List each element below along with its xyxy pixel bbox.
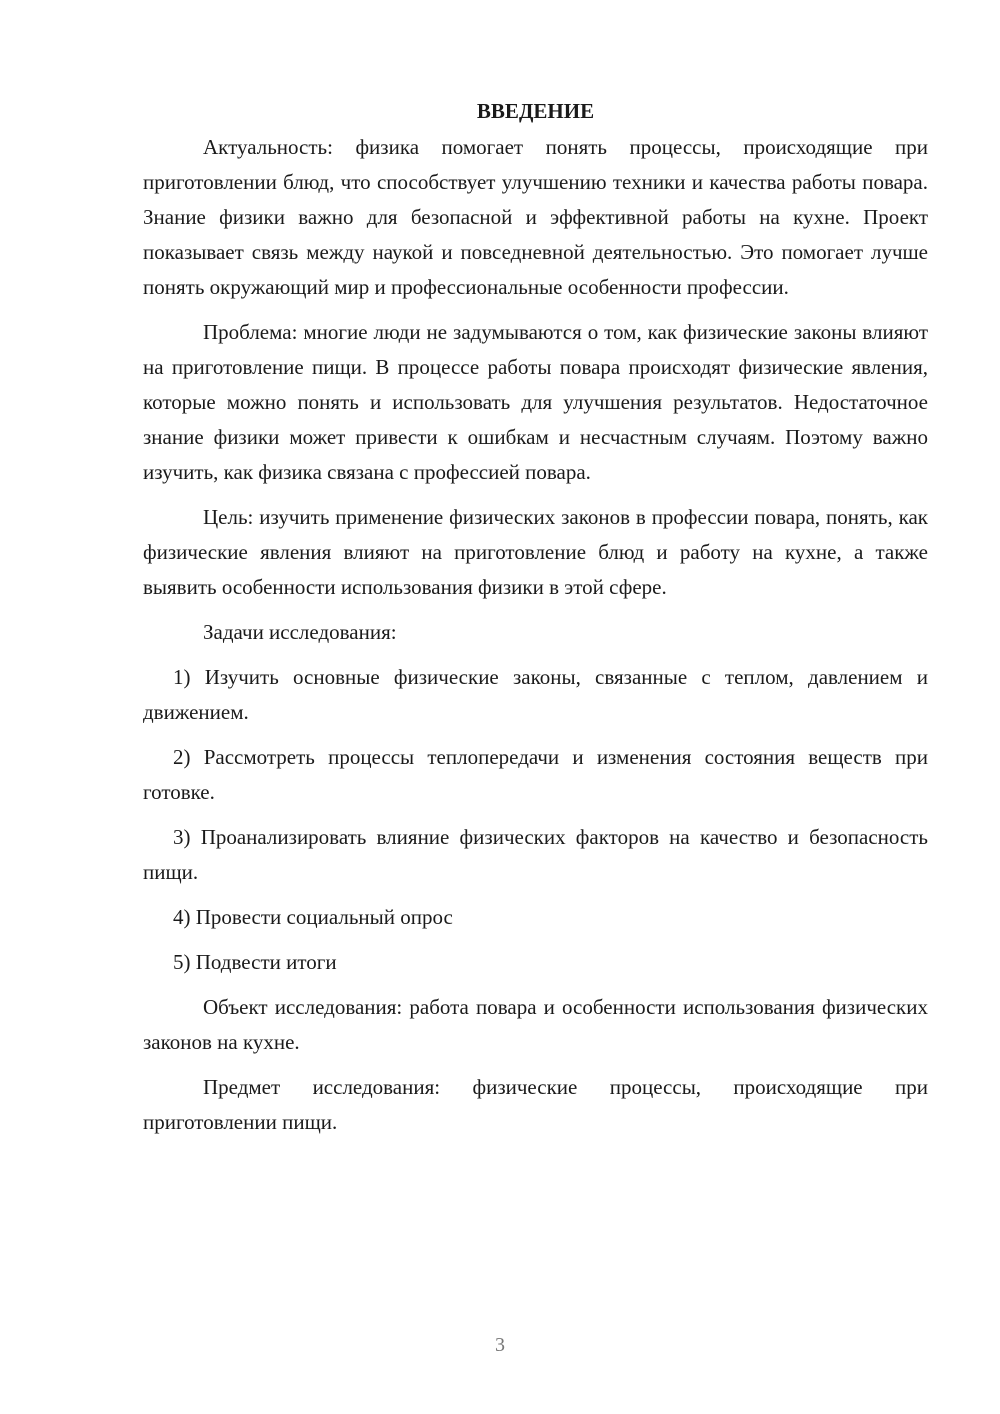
task-item: 1) Изучить основные физические законы, связанные с теплом, давлением и движением. xyxy=(143,665,928,724)
document-page xyxy=(143,96,928,1150)
problem-paragraph: Проблема: многие люди не задумываются о том, как физические законы влияют на приготовление пищи. В процессе работы повара происходят физические явления, которые можно понять и использовать для улучшения результатов. Недостаточное знание физики может привести к ошибкам и несчастным случаям. Поэтому важно изучить, как физика связана с профессией повара. xyxy=(143,320,928,484)
object-paragraph: Объект исследования: работа повара и особенности использования физических законов на кухне. xyxy=(143,995,928,1054)
section-title: ВВЕДЕНИЕ xyxy=(476,99,595,123)
task-item: 4) Провести социальный опрос xyxy=(173,905,453,929)
goal-paragraph: Цель: изучить применение физических законов в профессии повара, понять, как физические явления влияют на приготовление блюд и работу на кухне, а также выявить особенности использования физики в этой сфере. xyxy=(143,505,928,599)
task-item: 5) Подвести итоги xyxy=(173,950,337,974)
relevance-paragraph: Актуальность: физика помогает понять процессы, происходящие при приготовлении блюд, что способствует улучшению техники и качества работы повара. Знание физики важно для безопасной и эффективной работы на кухне. Проект показывает связь между наукой и повседневной деятельностью. Это помогает лучше понять окружающий мир и профессиональные особенности профессии. xyxy=(143,135,928,299)
tasks-heading: Задачи исследования: xyxy=(203,620,397,644)
tasks-list xyxy=(143,660,928,980)
task-item: 2) Рассмотреть процессы теплопередачи и изменения состояния веществ при готовке. xyxy=(143,745,928,804)
subject-paragraph: Предмет исследования: физические процессы, происходящие при приготовлении пищи. xyxy=(143,1075,928,1134)
task-item: 3) Проанализировать влияние физических факторов на качество и безопасность пищи. xyxy=(143,825,928,884)
page-number: 3 xyxy=(495,1334,505,1356)
